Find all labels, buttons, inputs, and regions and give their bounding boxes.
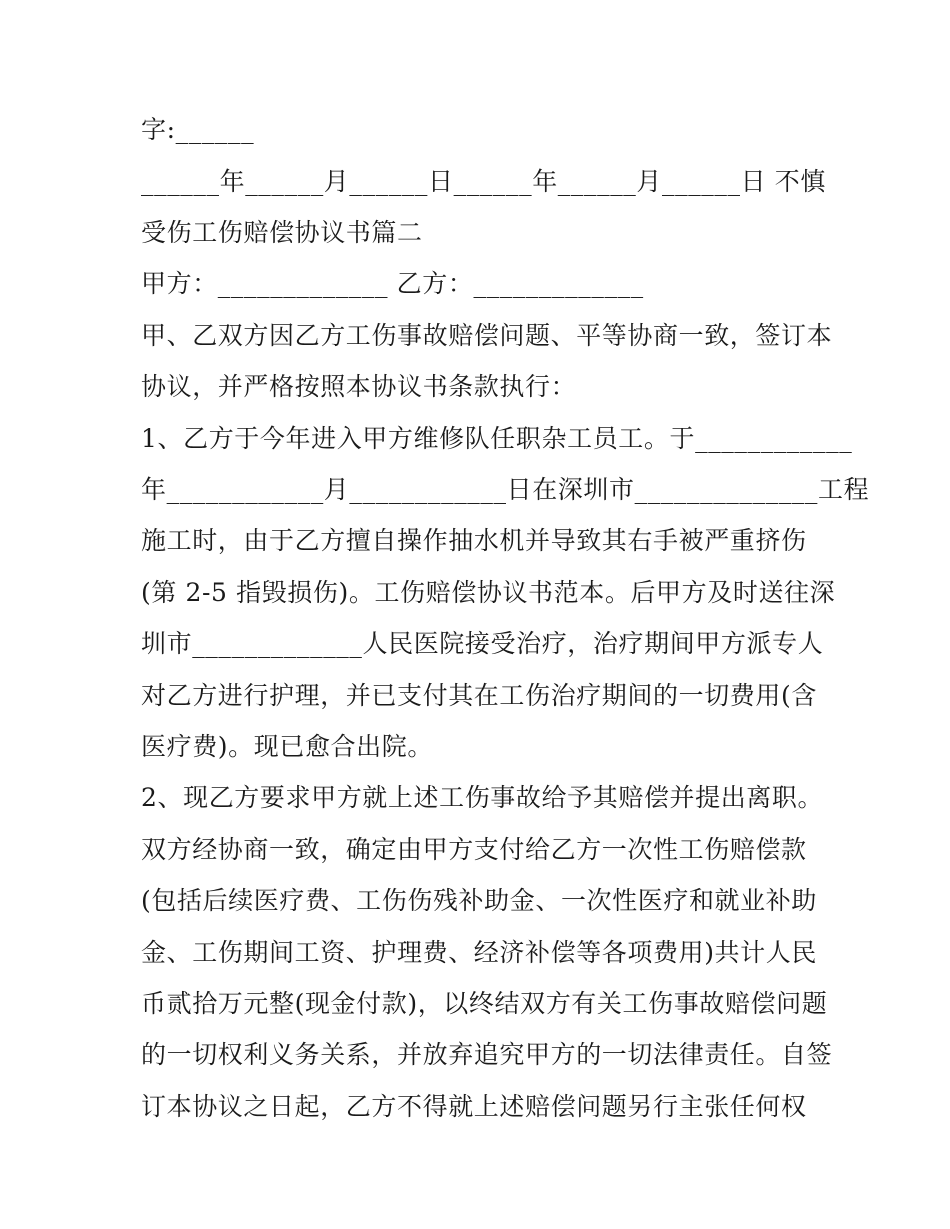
text-line: 字:______ — [141, 115, 255, 144]
clause-2-line: 双方经协商一致，确定由甲方支付给乙方一次性工伤赔偿款 — [141, 835, 807, 864]
section-title: 受伤工伤赔偿协议书篇二 — [141, 218, 423, 247]
clause-2-line: (包括后续医疗费、工伤伤残补助金、一次性医疗和就业补助 — [141, 886, 817, 915]
parties-line: 甲方：_____________ 乙方：_____________ — [141, 269, 644, 298]
text-line: ______年______月______日______年______月______日 不慎 — [141, 167, 826, 196]
clause-2-line: 币贰拾万元整(现金付款)，以终结双方有关工伤事故赔偿问题 — [141, 989, 828, 1018]
clause-2-line: 订本协议之日起，乙方不得就上述赔偿问题另行主张任何权 — [141, 1092, 807, 1121]
clause-1-line: 对乙方进行护理，并已支付其在工伤治疗期间的一切费用(含 — [141, 681, 817, 710]
clause-1-line: 1、乙方于今年进入甲方维修队任职杂工员工。于____________ — [141, 424, 853, 453]
clause-1-line: 施工时，由于乙方擅自操作抽水机并导致其右手被严重挤伤 — [141, 526, 807, 555]
clause-1-line: (第 2-5 指毁损伤)。工伤赔偿协议书范本。后甲方及时送往深 — [141, 578, 836, 607]
text-line: 甲、乙双方因乙方工伤事故赔偿问题、平等协商一致，签订本 — [141, 321, 833, 350]
clause-1-line: 医疗费)。现已愈合出院。 — [141, 732, 433, 761]
clause-1-line: 年____________月____________日在深圳市______________工程 — [141, 475, 870, 504]
text-line: 协议，并严格按照本协议书条款执行： — [141, 372, 577, 401]
clause-1-line: 圳市_____________人民医院接受治疗，治疗期间甲方派专人 — [141, 629, 824, 658]
clause-2-line: 2、现乙方要求甲方就上述工伤事故给予其赔偿并提出离职。 — [141, 783, 824, 812]
clause-2-line: 的一切权利义务关系，并放弃追究甲方的一切法律责任。自签 — [141, 1040, 833, 1069]
clause-2-line: 金、工伤期间工资、护理费、经济补偿等各项费用)共计人民 — [141, 938, 817, 967]
